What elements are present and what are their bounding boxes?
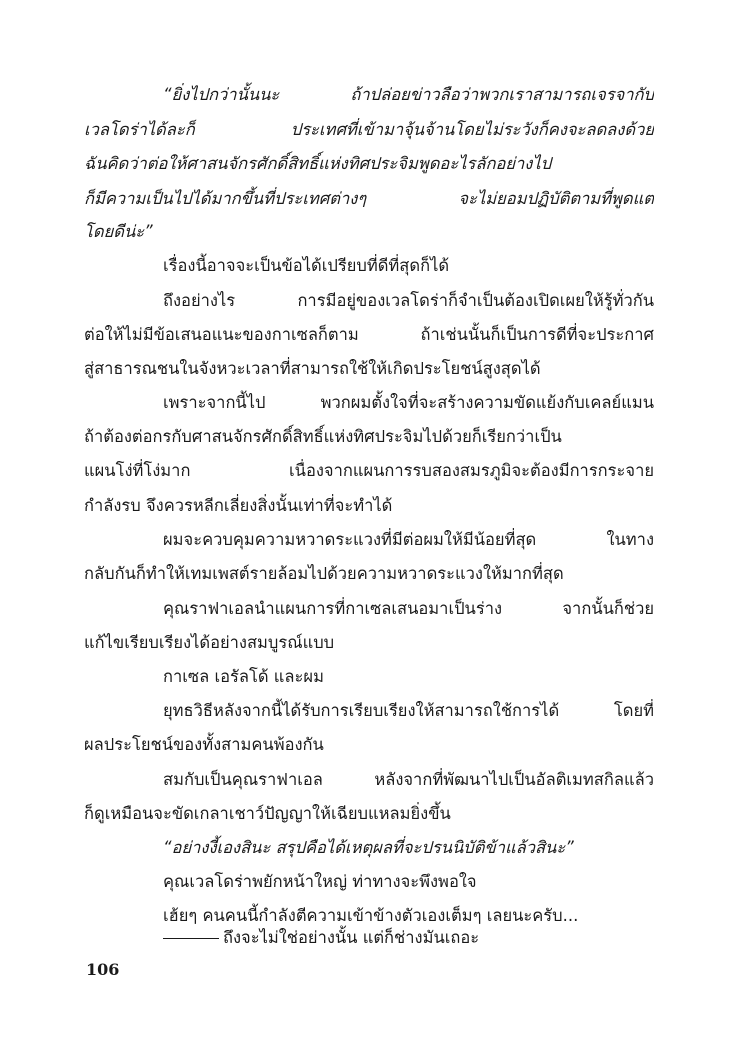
text-line: เพราะจากนี้ไป พวกผมตั้งใจที่จะสร้างความขัดแย้งกับเคลย์แมน: [163, 393, 654, 412]
em-dash-rule: [163, 938, 219, 939]
text-line: คุณราฟาเอลนำแผนการที่กาเซลเสนอมาเป็นร่าง จากนั้นก็ช่วย: [163, 599, 654, 618]
text-line: โดยดีน่ะ”: [84, 222, 153, 241]
text-line: ถ้าต้องต่อกรกับศาสนจักรศักดิ์สิทธิ์แห่งทิศประจิมไปด้วยก็เรียกว่าเป็น: [84, 427, 562, 446]
text-line: เวลโดร่าได้ละก็ ประเทศที่เข้ามาจุ้นจ้านโดยไม่ระวังก็คงจะลดลงด้วย: [84, 120, 654, 139]
text-line: แก้ไขเรียบเรียงได้อย่างสมบูรณ์แบบ: [84, 633, 335, 652]
text-line: ต่อให้ไม่มีข้อเสนอแนะของกาเซลก็ตาม ถ้าเช่นนั้นก็เป็นการดีที่จะประกาศ: [84, 325, 654, 344]
text-line: กำลังรบ จึงควรหลีกเลี่ยงสิ่งนั้นเท่าที่จะทำได้: [84, 496, 393, 515]
text-line: กลับกันก็ทำให้เทมเพสต์รายล้อมไปด้วยความหวาดระแวงให้มากที่สุด: [84, 564, 564, 583]
text-line: เรื่องนี้อาจจะเป็นข้อได้เปรียบที่ดีที่สุดก็ได้: [163, 256, 450, 275]
text-line: “ยิ่งไปกว่านั้นนะ ถ้าปล่อยข่าวลือว่าพวกเราสามารถเจรจากับ: [163, 85, 654, 104]
page-number: 106: [86, 960, 120, 979]
text-line: แผนโง่ที่โง่มาก เนื่องจากแผนการรบสองสมรภูมิจะต้องมีการกระจาย: [84, 461, 654, 480]
text-line: กาเซล เอรัลโด้ และผม: [163, 667, 324, 686]
text-line: ผมจะควบคุมความหวาดระแวงที่มีต่อผมให้มีน้อยที่สุด ในทาง: [163, 530, 654, 549]
text-line: ก็มีความเป็นไปได้มากขึ้นที่ประเทศต่างๆ จะไม่ยอมปฏิบัติตามที่พูดแต่: [84, 189, 654, 208]
text-line: ฉันคิดว่าต่อให้ศาสนจักรศักดิ์สิทธิ์แห่งทิศประจิมพูดอะไรลักอย่างไป: [84, 154, 552, 173]
text-line: ก็ดูเหมือนจะขัดเกลาเชาว์ปัญญาให้เฉียบแหลมยิ่งขึ้น: [84, 804, 451, 823]
text-line: ถึงจะไม่ใช่อย่างนั้น แต่ก็ช่างมันเถอะ: [223, 928, 480, 947]
text-line: คุณเวลโดร่าพยักหน้าใหญ่ ท่าทางจะพึงพอใจ: [163, 872, 477, 891]
text-line: สู่สาธารณชนในจังหวะเวลาที่สามารถใช้ให้เกิดประโยชน์สูงสุดได้: [84, 359, 541, 378]
text-line: เฮ้ยๆ คนคนนี้กำลังตีความเข้าข้างตัวเองเต็มๆ เลยนะครับ...: [163, 906, 579, 925]
text-line: “อย่างงี้เองสินะ สรุปคือได้เหตุผลที่จะปรนนิบัติข้าแล้วสินะ”: [163, 838, 574, 857]
text-line: ผลประโยชน์ของทั้งสามคนพ้องกัน: [84, 735, 324, 754]
text-line: ยุทธวิธีหลังจากนี้ได้รับการเรียบเรียงให้สามารถใช้การได้ โดยที่: [163, 701, 654, 720]
text-line: สมกับเป็นคุณราฟาเอล หลังจากที่พัฒนาไปเป็นอัลติเมทสกิลแล้ว: [163, 770, 654, 789]
text-line-with-dash: [163, 925, 654, 951]
text-line: ถึงอย่างไร การมีอยู่ของเวลโดร่าก็จำเป็นต้องเปิดเผยให้รู้ทั่วกัน: [163, 291, 654, 310]
